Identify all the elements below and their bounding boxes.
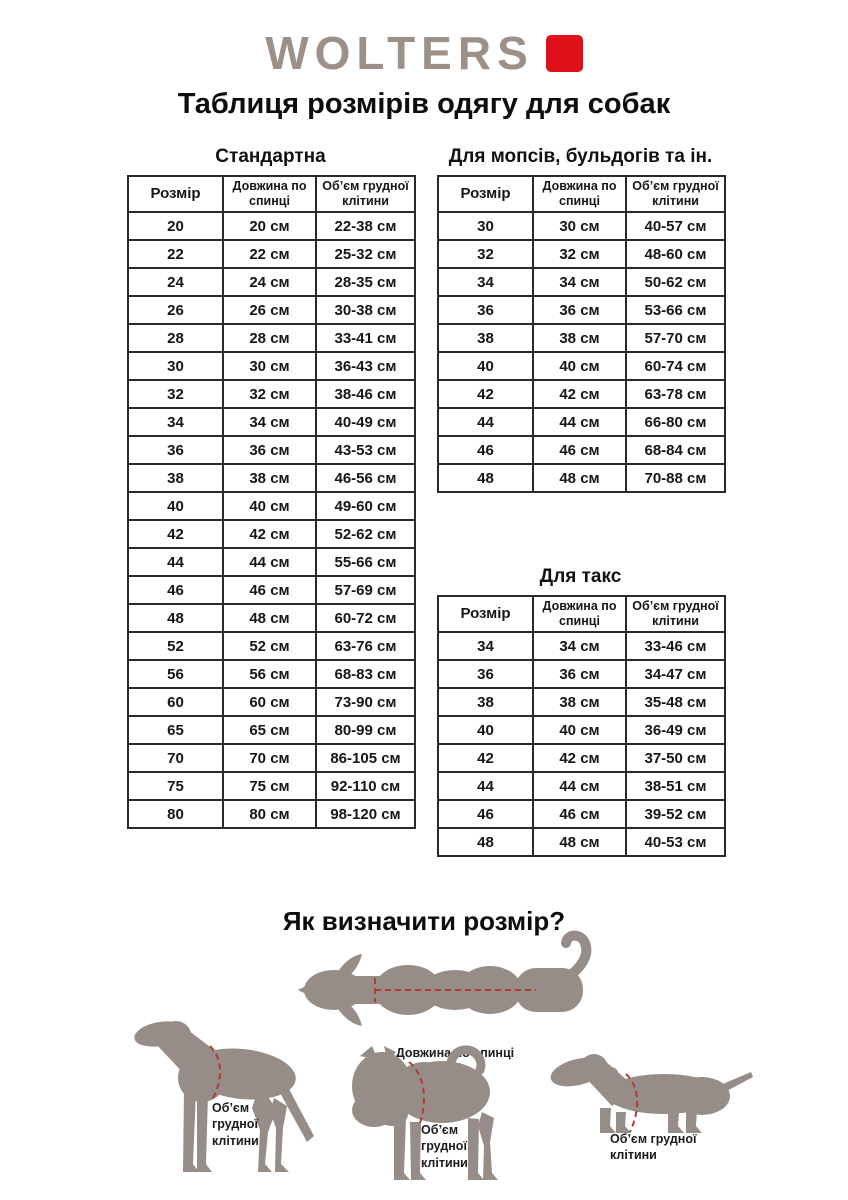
table-cell: 42 xyxy=(128,520,223,548)
table-cell: 52-62 см xyxy=(316,520,415,548)
table-row xyxy=(438,800,725,828)
table-row xyxy=(438,772,725,800)
table-cell: 36 xyxy=(128,436,223,464)
table-cell: 40 xyxy=(438,716,533,744)
table-row xyxy=(438,268,725,296)
table-cell: 36 xyxy=(438,660,533,688)
table-row xyxy=(128,296,415,324)
table-cell: 40 см xyxy=(223,492,316,520)
table-title-dachshund: Для такс xyxy=(539,566,622,587)
table-cell: 38 xyxy=(438,324,533,352)
table-cell: 57-69 см xyxy=(316,576,415,604)
table-cell: 32 см xyxy=(223,380,316,408)
table-row xyxy=(438,352,725,380)
column-header-size: Розмір xyxy=(438,176,533,212)
table-cell: 66-80 см xyxy=(626,408,725,436)
table-cell: 40-49 см xyxy=(316,408,415,436)
table-cell: 86-105 см xyxy=(316,744,415,772)
table-cell: 44 xyxy=(438,408,533,436)
table-header-row xyxy=(438,596,725,632)
dog-tail xyxy=(566,936,586,974)
table-row xyxy=(438,240,725,268)
table-cell: 32 см xyxy=(533,240,626,268)
table-cell: 46 xyxy=(438,800,533,828)
table-cell: 68-83 см xyxy=(316,660,415,688)
table-row xyxy=(438,744,725,772)
page-title: Таблиця розмірів одягу для собак xyxy=(177,88,671,120)
table-cell: 44 см xyxy=(533,408,626,436)
table-row xyxy=(128,716,415,744)
table-cell: 57-70 см xyxy=(626,324,725,352)
table-cell: 36-49 см xyxy=(626,716,725,744)
table-cell: 22 xyxy=(128,240,223,268)
table-cell: 38-46 см xyxy=(316,380,415,408)
table-cell: 34 xyxy=(438,268,533,296)
column-header-chest: Об’єм грудної клітини xyxy=(316,176,415,212)
table-cell: 48 xyxy=(438,464,533,492)
column-header-back-length: Довжина по спинці xyxy=(533,596,626,632)
table-title-pugs: Для мопсів, бульдогів та ін. xyxy=(448,146,713,167)
table-cell: 28 xyxy=(128,324,223,352)
table-cell: 60-74 см xyxy=(626,352,725,380)
column-header-back-length: Довжина по спинці xyxy=(533,176,626,212)
table-cell: 28 см xyxy=(223,324,316,352)
table-row xyxy=(128,492,415,520)
column-header-size: Розмір xyxy=(128,176,223,212)
table-cell: 48-60 см xyxy=(626,240,725,268)
table-cell: 38 xyxy=(128,464,223,492)
table-cell: 40 см xyxy=(533,716,626,744)
table-cell: 63-76 см xyxy=(316,632,415,660)
table-cell: 42 xyxy=(438,744,533,772)
table-cell: 20 xyxy=(128,212,223,240)
table-row xyxy=(128,744,415,772)
table-row xyxy=(128,268,415,296)
table-cell: 36-43 см xyxy=(316,352,415,380)
size-table-standard-block xyxy=(127,146,414,829)
table-cell: 40-57 см xyxy=(626,212,725,240)
table-row xyxy=(128,688,415,716)
table-cell: 37-50 см xyxy=(626,744,725,772)
column-header-size: Розмір xyxy=(438,596,533,632)
table-cell: 55-66 см xyxy=(316,548,415,576)
table-cell: 40 xyxy=(128,492,223,520)
table-cell: 53-66 см xyxy=(626,296,725,324)
table-cell: 48 см xyxy=(533,464,626,492)
table-cell: 56 xyxy=(128,660,223,688)
table-cell: 36 xyxy=(438,296,533,324)
table-cell: 40-53 см xyxy=(626,828,725,856)
table-cell: 65 см xyxy=(223,716,316,744)
table-cell: 34 xyxy=(438,632,533,660)
table-cell: 42 см xyxy=(533,744,626,772)
table-row xyxy=(128,324,415,352)
table-cell: 75 xyxy=(128,772,223,800)
table-cell: 46 см xyxy=(223,576,316,604)
table-cell: 33-46 см xyxy=(626,632,725,660)
table-row xyxy=(438,660,725,688)
how-to-title: Як визначити розмір? xyxy=(282,906,566,936)
table-cell: 56 см xyxy=(223,660,316,688)
table-cell: 20 см xyxy=(223,212,316,240)
table-row xyxy=(128,604,415,632)
table-row xyxy=(438,408,725,436)
table-cell: 34 см xyxy=(533,268,626,296)
size-table-pugs-block xyxy=(437,146,724,493)
table-row xyxy=(438,436,725,464)
table-title-standard: Стандартна xyxy=(215,146,326,167)
table-cell: 46 см xyxy=(533,800,626,828)
table-cell: 80 xyxy=(128,800,223,828)
table-cell: 46 см xyxy=(533,436,626,464)
table-row xyxy=(128,380,415,408)
table-cell: 38 см xyxy=(223,464,316,492)
brand-logo-text: WOLTERS xyxy=(265,27,534,79)
table-row xyxy=(128,464,415,492)
table-cell: 44 см xyxy=(533,772,626,800)
table-cell: 40 см xyxy=(533,352,626,380)
table-cell: 22-38 см xyxy=(316,212,415,240)
table-row xyxy=(128,576,415,604)
table-row xyxy=(438,632,725,660)
table-cell: 70 xyxy=(128,744,223,772)
table-cell: 30 xyxy=(438,212,533,240)
table-cell: 35-48 см xyxy=(626,688,725,716)
dog-large-body xyxy=(132,1018,314,1172)
size-table-pugs xyxy=(437,175,726,493)
table-cell: 42 см xyxy=(533,380,626,408)
table-cell: 48 xyxy=(128,604,223,632)
table-cell: 46-56 см xyxy=(316,464,415,492)
dog-dachshund-body xyxy=(548,1053,753,1133)
table-cell: 32 xyxy=(128,380,223,408)
table-cell: 50-62 см xyxy=(626,268,725,296)
table-cell: 46 xyxy=(438,436,533,464)
table-cell: 60-72 см xyxy=(316,604,415,632)
table-cell: 34 xyxy=(128,408,223,436)
table-cell: 60 xyxy=(128,688,223,716)
table-cell: 63-78 см xyxy=(626,380,725,408)
table-row xyxy=(128,548,415,576)
table-cell: 42 xyxy=(438,380,533,408)
table-cell: 30 см xyxy=(223,352,316,380)
table-cell: 36 см xyxy=(533,660,626,688)
table-cell: 44 см xyxy=(223,548,316,576)
table-cell: 38-51 см xyxy=(626,772,725,800)
table-cell: 46 xyxy=(128,576,223,604)
table-row xyxy=(128,520,415,548)
table-cell: 48 см xyxy=(533,828,626,856)
table-cell: 42 см xyxy=(223,520,316,548)
table-row xyxy=(438,324,725,352)
table-cell: 26 xyxy=(128,296,223,324)
table-row xyxy=(128,240,415,268)
dog-top-view-silhouette xyxy=(290,930,600,1045)
table-cell: 26 см xyxy=(223,296,316,324)
table-row xyxy=(438,296,725,324)
table-cell: 92-110 см xyxy=(316,772,415,800)
table-row xyxy=(128,800,415,828)
table-cell: 36 см xyxy=(223,436,316,464)
table-row xyxy=(438,688,725,716)
table-cell: 49-60 см xyxy=(316,492,415,520)
table-cell: 39-52 см xyxy=(626,800,725,828)
table-cell: 38 см xyxy=(533,688,626,716)
table-header-row xyxy=(438,176,725,212)
table-cell: 30-38 см xyxy=(316,296,415,324)
table-cell: 32 xyxy=(438,240,533,268)
table-cell: 30 см xyxy=(533,212,626,240)
table-cell: 36 см xyxy=(533,296,626,324)
chest-label-large-dog: Об’єм грудної клітини xyxy=(212,1101,259,1148)
table-cell: 30 xyxy=(128,352,223,380)
column-header-back-length: Довжина по спинці xyxy=(223,176,316,212)
table-row xyxy=(438,212,725,240)
logo-red-square-icon xyxy=(546,35,583,72)
table-cell: 22 см xyxy=(223,240,316,268)
table-cell: 34 см xyxy=(223,408,316,436)
table-cell: 24 см xyxy=(223,268,316,296)
chest-label-dachshund: Об’єм грудної клітини xyxy=(610,1132,697,1163)
table-row xyxy=(128,632,415,660)
table-cell: 44 xyxy=(128,548,223,576)
table-cell: 68-84 см xyxy=(626,436,725,464)
column-header-chest: Об’єм грудної клітини xyxy=(626,176,725,212)
table-cell: 34-47 см xyxy=(626,660,725,688)
table-cell: 52 xyxy=(128,632,223,660)
table-cell: 80-99 см xyxy=(316,716,415,744)
table-cell: 28-35 см xyxy=(316,268,415,296)
table-cell: 48 см xyxy=(223,604,316,632)
table-row xyxy=(438,464,725,492)
table-cell: 44 xyxy=(438,772,533,800)
table-cell: 38 см xyxy=(533,324,626,352)
brand-logo xyxy=(0,27,848,79)
table-cell: 25-32 см xyxy=(316,240,415,268)
table-row xyxy=(128,408,415,436)
size-table-standard xyxy=(127,175,416,829)
table-row xyxy=(438,716,725,744)
table-cell: 73-90 см xyxy=(316,688,415,716)
table-cell: 70-88 см xyxy=(626,464,725,492)
table-cell: 40 xyxy=(438,352,533,380)
table-cell: 60 см xyxy=(223,688,316,716)
table-cell: 43-53 см xyxy=(316,436,415,464)
table-cell: 70 см xyxy=(223,744,316,772)
table-cell: 80 см xyxy=(223,800,316,828)
table-cell: 75 см xyxy=(223,772,316,800)
table-cell: 98-120 см xyxy=(316,800,415,828)
table-row xyxy=(128,212,415,240)
table-cell: 33-41 см xyxy=(316,324,415,352)
table-row xyxy=(438,380,725,408)
size-table-dachshund-block xyxy=(437,566,724,857)
table-row xyxy=(128,660,415,688)
table-cell: 48 xyxy=(438,828,533,856)
table-row xyxy=(438,828,725,856)
back-length-label: Довжина по спинці xyxy=(395,1046,515,1060)
table-cell: 38 xyxy=(438,688,533,716)
table-cell: 34 см xyxy=(533,632,626,660)
size-table-dachshund xyxy=(437,595,726,857)
column-header-chest: Об’єм грудної клітини xyxy=(626,596,725,632)
table-cell: 52 см xyxy=(223,632,316,660)
table-cell: 65 xyxy=(128,716,223,744)
table-cell: 24 xyxy=(128,268,223,296)
table-row xyxy=(128,436,415,464)
table-row xyxy=(128,772,415,800)
table-row xyxy=(128,352,415,380)
chest-label-bulldog: Об’єм грудної клітини xyxy=(421,1123,468,1170)
table-header-row xyxy=(128,176,415,212)
